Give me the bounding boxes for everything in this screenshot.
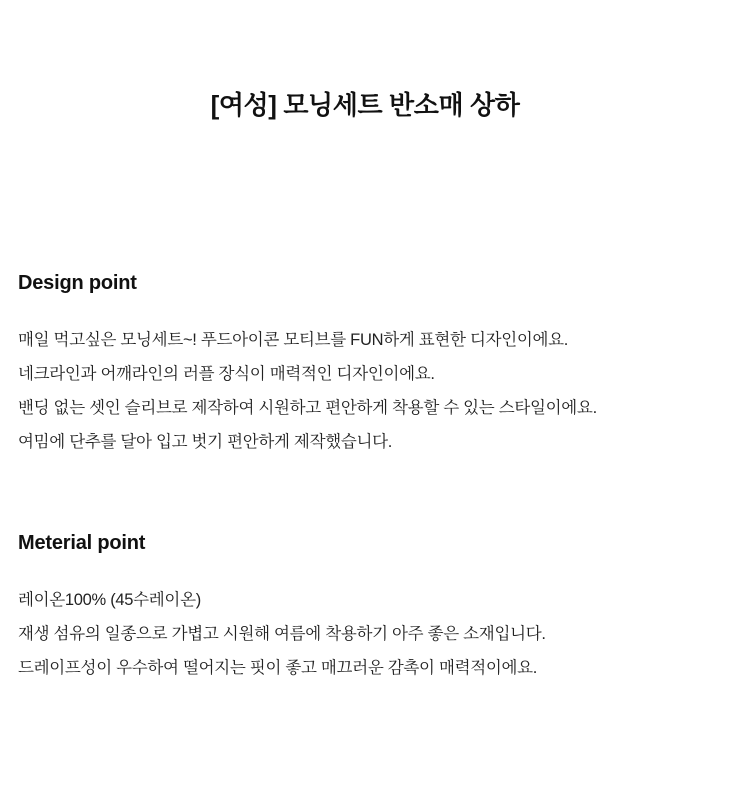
design-point-line: 네크라인과 어깨라인의 러플 장식이 매력적인 디자인이에요. [18,365,435,383]
section-heading-design-point: Design point [18,272,137,294]
material-point-line: 재생 섬유의 일종으로 가볍고 시원해 여름에 착용하기 아주 좋은 소재입니다. [18,625,546,643]
page-title: [여성] 모닝세트 반소매 상하 [210,90,520,121]
material-point-line: 드레이프성이 우수하여 떨어지는 핏이 좋고 매끄러운 감촉이 매력적이에요. [18,659,538,677]
design-point-line: 여밈에 단추를 달아 입고 벗기 편안하게 제작했습니다. [18,433,393,451]
material-point-lines [18,583,718,685]
material-point-line: 레이온100% (45수레이온) [18,591,201,609]
design-point-line: 매일 먹고싶은 모닝세트~! 푸드아이콘 모티브를 FUN하게 표현한 디자인이에요. [18,331,569,349]
section-heading-material-point: Meterial point [18,532,146,554]
design-point-line: 밴딩 없는 셋인 슬리브로 제작하여 시원하고 편안하게 착용할 수 있는 스타일이에요. [18,399,597,417]
section-material-point [18,532,718,685]
section-design-point [18,272,718,459]
design-point-lines [18,323,718,459]
